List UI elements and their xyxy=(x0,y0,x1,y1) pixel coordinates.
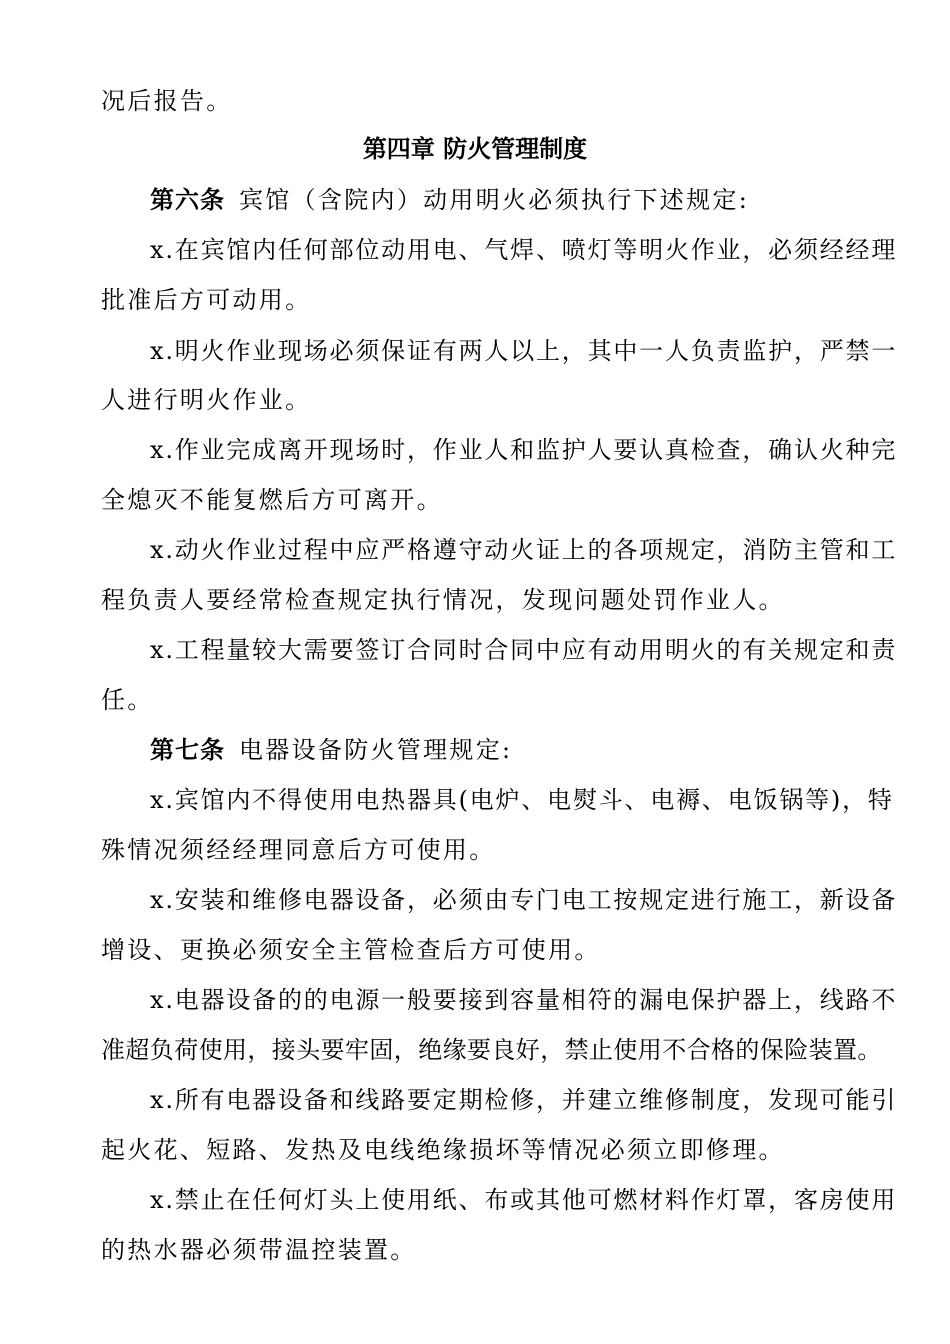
article-6-item-4-line-1: x.动火作业过程中应严格遵守动火证上的各项规定，消防主管和工 xyxy=(150,536,898,564)
article-7-heading-text: 电器设备防火管理规定: xyxy=(239,736,513,764)
article-7-heading xyxy=(150,734,900,766)
article-7-item-1-line-1: x.宾馆内不得使用电热器具(电炉、电熨斗、电褥、电饭锅等)，特 xyxy=(150,786,894,814)
article-7-item-1-line-2: 殊情况须经经理同意后方可使用。 xyxy=(101,836,496,864)
article-6-item-1-line-1: x.在宾馆内任何部位动用电、气焊、喷灯等明火作业，必须经经理 xyxy=(150,236,898,264)
article-7-item-2-line-1: x.安装和维修电器设备，必须由专门电工按规定进行施工，新设备 xyxy=(150,886,898,914)
article-7-item-3-line-2: 准超负荷使用，接头要牢固，绝缘要良好，禁止使用不合格的保险装置。 xyxy=(101,1036,882,1064)
paragraph-continuation: 况后报告。 xyxy=(101,87,233,115)
article-6-item-4-line-2: 程负责人要经常检查规定执行情况，发现问题处罚作业人。 xyxy=(101,586,785,614)
article-6-heading-text: 宾馆（含院内）动用明火必须执行下述规定: xyxy=(239,186,750,214)
article-7-item-4-line-2: 起火花、短路、发热及电线绝缘损坏等情况必须立即修理。 xyxy=(101,1136,785,1164)
article-7-number: 第七条 xyxy=(150,736,225,764)
article-6-item-2-line-2: 人进行明火作业。 xyxy=(101,386,312,414)
article-6-item-5-line-1: x.工程量较大需要签订合同时合同中应有动用明火的有关规定和责 xyxy=(150,636,898,664)
article-6-number: 第六条 xyxy=(150,186,225,214)
article-6-item-5-line-2: 任。 xyxy=(101,686,154,714)
article-7-item-2-line-2: 增设、更换必须安全主管检查后方可使用。 xyxy=(101,936,601,964)
article-6-item-1-line-2: 批准后方可动用。 xyxy=(101,286,312,314)
article-7-item-5-line-1: x.禁止在任何灯头上使用纸、布或其他可燃材料作灯罩，客房使用 xyxy=(150,1186,898,1214)
article-6-item-3-line-2: 全熄灭不能复燃后方可离开。 xyxy=(101,486,443,514)
article-7-item-5-line-2: 的热水器必须带温控装置。 xyxy=(101,1236,417,1264)
article-6-item-3-line-1: x.作业完成离开现场时，作业人和监护人要认真检查，确认火种完 xyxy=(150,436,898,464)
article-6-item-2-line-1: x.明火作业现场必须保证有两人以上，其中一人负责监护，严禁一 xyxy=(150,337,898,365)
article-7-item-4-line-1: x.所有电器设备和线路要定期检修，并建立维修制度，发现可能引 xyxy=(150,1086,898,1114)
article-6-heading xyxy=(150,184,900,216)
article-7-item-3-line-1: x.电器设备的的电源一般要接到容量相符的漏电保护器上，线路不 xyxy=(150,986,898,1014)
chapter-title: 第四章 防火管理制度 xyxy=(362,135,588,163)
